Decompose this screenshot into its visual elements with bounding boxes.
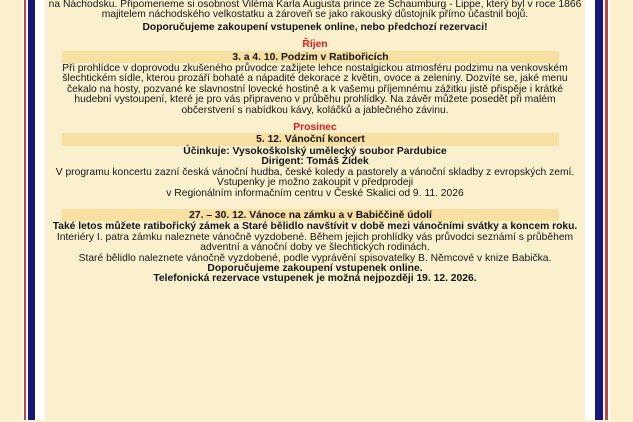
text-line: hudební vystoupení, které je pro vás připraveno v průběhu prohlídky. Na závěr můžete posedět při malém (74, 94, 556, 106)
october-paragraph (45, 64, 585, 116)
text-line: Staré bělidlo naleznete vánočně vyzdobené, podle vyprávění spisovatelky B. Němcové v knize Babička. (78, 252, 552, 264)
concert-paragraph (45, 147, 585, 199)
text-line: čekalo na hosty, pozvané ke slavnostní lovecké hostině a k vašemu příjemnému zážitku jistě přispěje i krátké (66, 83, 564, 95)
event-title-podzim-v-ratiboricich: 3. a 4. 10. Podzim v Ratibořicích (62, 51, 559, 63)
left-border-navy-stripe (28, 0, 35, 420)
text-line: v Regionálním informačním centru v České Skalici od 9. 11. 2026 (166, 187, 464, 199)
text-line: V programu koncertu zazní česká vánoční hudba, české koledy a pastorely a vánoční skladby z evropských zemí. (55, 166, 575, 178)
right-border-white-outer (608, 0, 610, 420)
text-line: šlechtickém sídle, kterou prozáří bohaté a nápadité dekorace z květin, ovoce a zeleniny. Dozvíte se, jaké menu (62, 73, 568, 85)
content-area (45, 0, 585, 285)
text-line: občerstvení s nabídkou kávy, koláčků a jablečného závinu. (181, 104, 449, 116)
text-line: Interiéry I. patra zámku naleznete vánočně vyzdobené. Během jejich prohlídky vás průvodci seznámí s průběhem (56, 231, 574, 243)
text-line: Při prohlídce v doprovodu zkušeného průvodce zažijete lehce nostalgickou atmosféru podzimu na venkovském (62, 63, 568, 75)
event-title-vanocni-koncert: 5. 12. Vánoční koncert (62, 133, 559, 145)
text-line: adventní a vánoční doby ve šlechtických rodinách. (200, 242, 430, 254)
left-margin-white-strip (35, 0, 45, 420)
text-line: Telefonická rezervace vstupenek je možná nejpozději 19. 12. 2026. (153, 273, 477, 285)
text-line: majitelem náchodského velkostatku a zároveň se jako rakouský důstojník přímo účastnil bojů. (101, 9, 529, 21)
intro-paragraph (45, 0, 585, 21)
christmas-paragraph (45, 222, 585, 284)
right-margin-white-strip (585, 0, 595, 420)
intro-booking-note: Doporučujeme zakoupení vstupenek online, nebo předchozí rezervaci! (142, 21, 488, 33)
text-line: Vstupenky je možno zakoupit v předprodeji (216, 177, 414, 189)
right-border-navy-stripe (595, 0, 603, 420)
text-line: na Náchodsku. Připomeneme si osobnost Viléma Karla Augusta prince ze Schaumburg - Lippe, který byl v roce 1866 (48, 0, 582, 10)
month-heading-october: Říjen (302, 39, 328, 51)
text-line: Účinkuje: Vysokoškolský umělecký soubor Pardubice (183, 145, 447, 157)
text-line: Doporučujeme zakoupení vstupenek online. (207, 262, 423, 274)
month-heading-december: Prosinec (293, 122, 337, 134)
text-line: Také letos můžete ratibořický zámek a Staré bělidlo navštívit v době mezi vánočními svátky a koncem roku. (52, 221, 578, 233)
event-title-vanoce-na-zamku: 27. – 30. 12. Vánoce na zámku a v Babiččině údolí (62, 209, 559, 221)
text-line: Dirigent: Tomáš Žídek (261, 156, 369, 168)
